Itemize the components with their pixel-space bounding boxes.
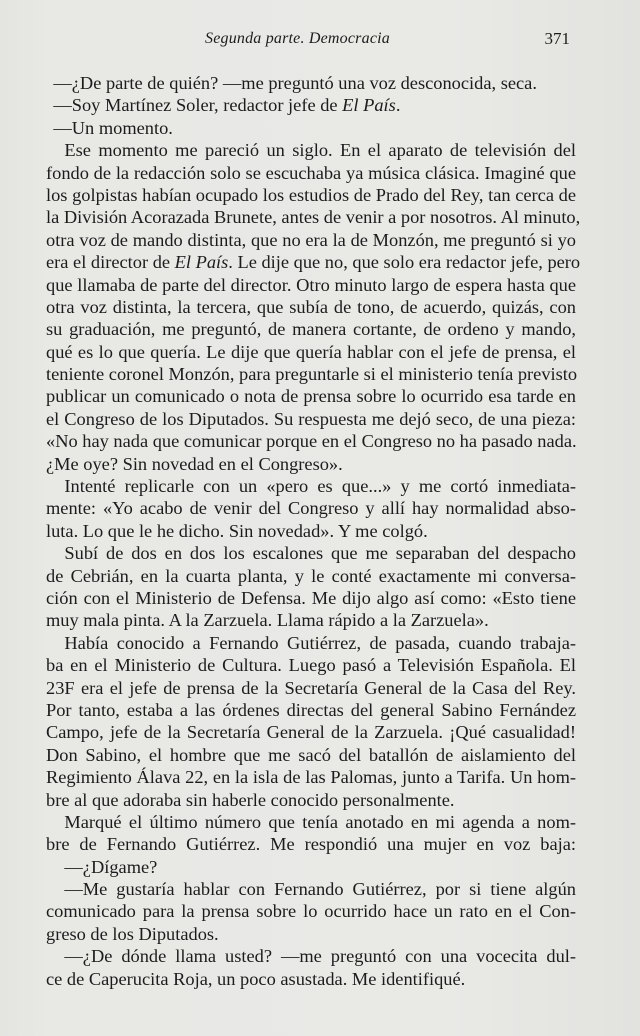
- text-line: ce de Caperucita Roja, un poco asustada. Me identifiqué.: [46, 968, 466, 989]
- text-line: publicar un comunicado o nota de prensa sobre lo ocurrido esa tarde en: [46, 386, 576, 407]
- text-line: —¿De dónde llama usted? —me preguntó con una vocecita dul-: [64, 946, 576, 967]
- text-line: «No hay nada que comunicar porque en el Congreso no ha pasado nada.: [46, 431, 577, 452]
- text-line: los golpistas habían ocupado los estudios de Prado del Rey, tan cerca de: [46, 184, 576, 205]
- text-line: ¿Me oye? Sin novedad en el Congreso».: [46, 453, 343, 474]
- text-line: 23F era el jefe de prensa de la Secretaría General de la Casa del Rey.: [46, 677, 576, 698]
- text-line: ba en el Ministerio de Cultura. Luego pasó a Televisión Española. El: [46, 655, 576, 676]
- text-line: —Un momento.: [53, 117, 173, 138]
- text-line: otra voz de mando distinta, que no era la de Monzón, me preguntó si yo: [46, 229, 576, 250]
- text-line: Había conocido a Fernando Gutiérrez, de pasada, cuando trabaja-: [64, 632, 576, 653]
- text-line: —Soy Martínez Soler, redactor jefe de El País.: [53, 95, 401, 116]
- text-line: de Cebrián, en la cuarta planta, y le conté exactamente mi conversa-: [46, 565, 576, 586]
- text-line: Intenté replicarle con un «pero es que...» y me cortó inmediata-: [64, 476, 576, 497]
- text-line: Regimiento Álava 22, en la isla de las Palomas, junto a Tarifa. Un hom-: [46, 767, 576, 788]
- text-line: su graduación, me preguntó, de manera cortante, de ordeno y mando,: [46, 319, 576, 340]
- running-head: [0, 30, 640, 54]
- text-line: fondo de la redacción solo se escuchaba ya música clásica. Imaginé que: [46, 162, 576, 183]
- text-line: era el director de El País. Le dije que no, que solo era redactor jefe, pero: [46, 252, 581, 273]
- text-line: Ese momento me pareció un siglo. En el aparato de televisión del: [64, 140, 576, 161]
- text-line: muy mala pinta. A la Zarzuela. Llama rápido a la Zarzuela».: [46, 610, 489, 631]
- text-line: —¿Dígame?: [64, 856, 158, 877]
- text-line: greso de los Diputados.: [46, 923, 219, 944]
- text-line: ción con el Ministerio de Defensa. Me dijo algo así como: «Esto tiene: [46, 587, 576, 608]
- text-line: comunicado para la prensa sobre lo ocurrido hace un rato en el Con-: [46, 901, 576, 922]
- body-text: [46, 72, 581, 990]
- text-line: Campo, jefe de la Secretaría General de la Zarzuela. ¡Qué casualidad!: [46, 722, 576, 743]
- text-line: mente: «Yo acabo de venir del Congreso y allí hay normalidad abso-: [46, 498, 576, 519]
- text-line: bre al que adoraba sin haberle conocido personalmente.: [46, 789, 455, 810]
- page-number: 371: [544, 29, 570, 48]
- text-line: otra voz distinta, la tercera, que subía de tono, de acuerdo, quizás, con: [46, 296, 576, 317]
- text-line: Subí de dos en dos los escalones que me separaban del despacho: [64, 543, 576, 564]
- text-line: bre de Fernando Gutiérrez. Me respondió una mujer en voz baja:: [46, 834, 576, 855]
- text-line: el Congreso de los Diputados. Su respuesta me dejó seco, de una pieza:: [46, 408, 576, 429]
- text-line: Por tanto, estaba a las órdenes directas del general Sabino Fernández: [46, 699, 576, 720]
- text-line: —¿De parte de quién? —me preguntó una voz desconocida, seca.: [53, 73, 537, 93]
- text-line: que llamaba de parte del director. Otro minuto largo de espera hasta que: [46, 274, 576, 295]
- text-line: Marqué el último número que tenía anotado en mi agenda a nom-: [64, 811, 576, 832]
- running-title: Segunda parte. Democracia: [205, 30, 390, 47]
- text-line: teniente coronel Monzón, para preguntarle si el ministerio tenía previsto: [46, 364, 578, 385]
- text-line: Don Sabino, el hombre que me sacó del batallón de aislamiento del: [46, 744, 576, 765]
- text-line: la División Acorazada Brunete, antes de venir a por nosotros. Al minuto,: [46, 207, 581, 228]
- text-line: luta. Lo que le he dicho. Sin novedad». Y me colgó.: [46, 520, 428, 541]
- text-line: —Me gustaría hablar con Fernando Gutiérrez, por si tiene algún: [64, 879, 576, 900]
- text-line: qué es lo que quería. Le dije que quería hablar con el jefe de prensa, el: [46, 341, 576, 362]
